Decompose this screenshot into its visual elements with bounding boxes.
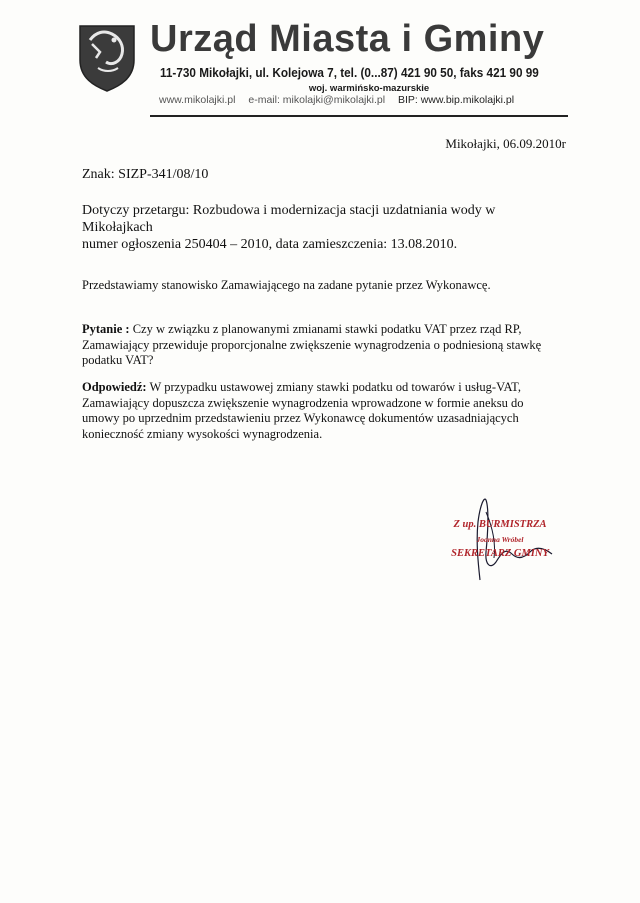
answer-label: Odpowiedź: <box>82 380 147 394</box>
bip-link[interactable]: BIP: www.bip.mikolajki.pl <box>397 94 515 106</box>
contact-line <box>159 94 524 106</box>
question-paragraph <box>82 322 560 369</box>
question-label: Pytanie : <box>82 322 130 336</box>
coat-of-arms-icon <box>78 22 136 92</box>
letterhead-divider <box>150 115 568 117</box>
website-link[interactable]: www.mikolajki.pl <box>159 94 236 106</box>
official-stamp <box>430 518 570 561</box>
reference-number: Znak: SIZP-341/08/10 <box>82 167 209 182</box>
answer-text: W przypadku ustawowej zmiany stawki podatku od towarów i usług-VAT, Zamawiający dopuszcza zwiększenie wynagrodzenia wprowadzone w formie aneksu do umowy po uprzednim przedstawieniu przez Wykonawcę dokumentów uzasadniających konieczność zmiany wysokości wynagrodzenia. <box>82 380 524 441</box>
stamp-authority-line: Z up. BURMISTRZA <box>453 519 547 530</box>
organization-region: woj. warmińsko-mazurskie <box>308 83 430 94</box>
intro-paragraph: Przedstawiamy stanowisko Zamawiającego na zadane pytanie przez Wykonawcę. <box>82 278 491 292</box>
organization-name: Urząd Miasta i Gminy <box>150 18 545 60</box>
answer-paragraph <box>82 380 560 442</box>
place-date: Mikołajki, 06.09.2010r <box>445 136 566 151</box>
question-text: Czy w związku z planowanymi zmianami stawki podatku VAT przez rząd RP, Zamawiający przewiduje proporcjonalne zwiększenie wynagrodzenia o podniesioną stawkę podatku VAT? <box>82 322 542 367</box>
subject-line: Dotyczy przetargu: Rozbudowa i modernizacja stacji uzdatniania wody w Mikołajkach <box>82 203 496 235</box>
email-link[interactable]: e-mail: mikolajki@mikolajki.pl <box>248 94 386 106</box>
subject-block <box>82 202 562 253</box>
stamp-title-line: SEKRETARZ GMINY <box>451 548 549 559</box>
announcement-line: numer ogłoszenia 250404 – 2010, data zamieszczenia: 13.08.2010. <box>82 237 458 252</box>
stamp-signatory-name: Joanna Wróbel <box>476 535 524 544</box>
organization-address: 11-730 Mikołajki, ul. Kolejowa 7, tel. (0...87) 421 90 50, faks 421 90 99 <box>160 66 539 80</box>
